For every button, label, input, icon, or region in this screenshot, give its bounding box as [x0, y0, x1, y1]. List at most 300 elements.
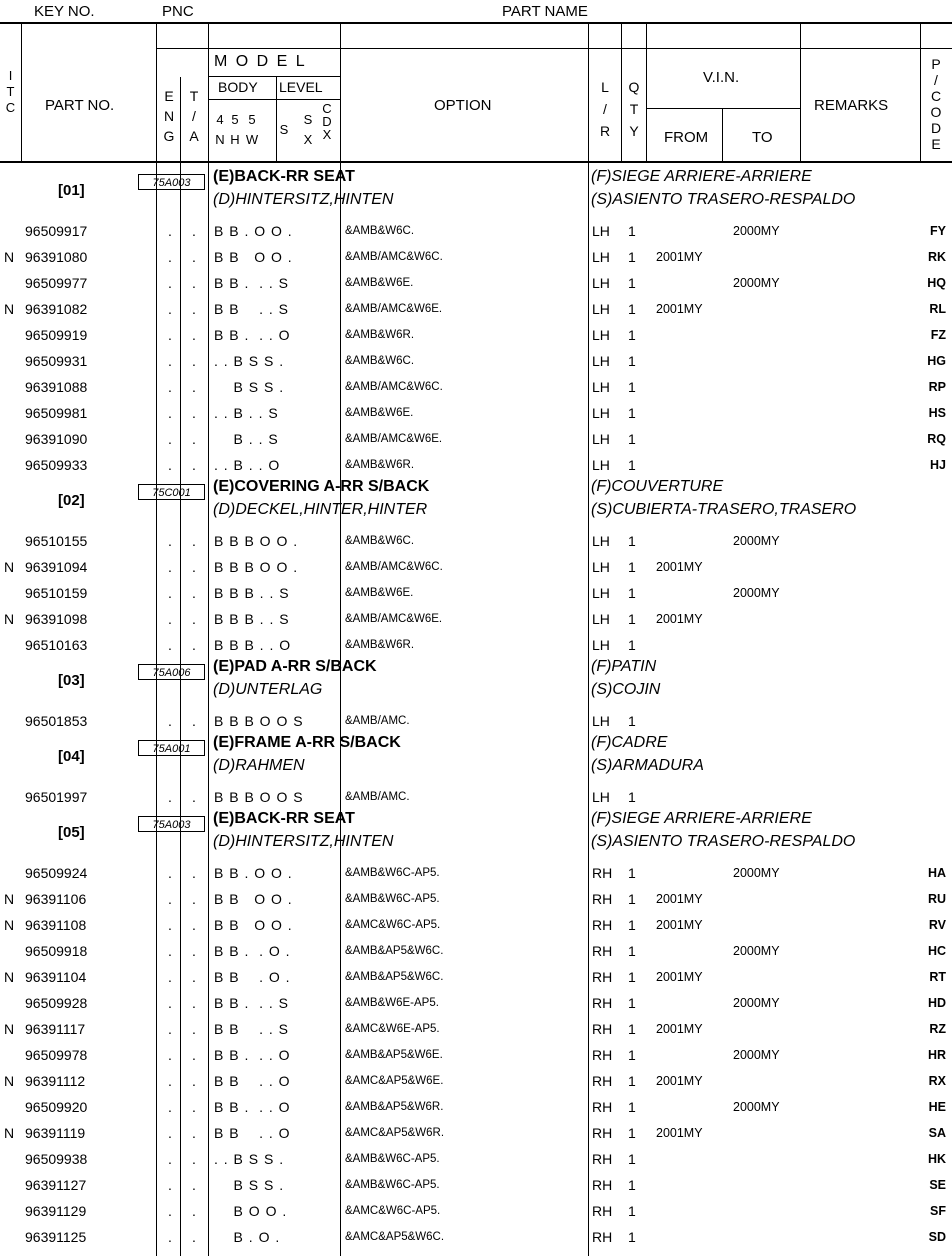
- qty-cell: 1: [628, 995, 636, 1011]
- table-row: [0, 348, 952, 374]
- vin-from-cell: 2001MY: [656, 612, 703, 626]
- lr-header: L / R: [599, 79, 611, 139]
- qty-cell: 1: [628, 301, 636, 317]
- part-no-header: PART NO.: [45, 97, 115, 114]
- pcode-cell: RL: [929, 302, 946, 316]
- eng-dot: .: [168, 789, 172, 805]
- itc-cell: N: [4, 1073, 15, 1089]
- vin-to-cell: 2000MY: [733, 866, 780, 880]
- remarks-header: REMARKS: [814, 97, 889, 114]
- lr-cell: LH: [592, 353, 610, 369]
- part-number-cell: 96509931: [25, 353, 88, 369]
- model-cell: B S S .: [214, 379, 285, 395]
- model-cell: B B B O O S: [214, 789, 304, 805]
- model-cell: B B . . S: [214, 1021, 290, 1037]
- vin-to-cell: 2000MY: [733, 534, 780, 548]
- vin-from-header: FROM: [664, 129, 709, 146]
- option-cell: &AMB&AP5&W6R.: [345, 1101, 444, 1113]
- qty-cell: 1: [628, 1021, 636, 1037]
- lr-cell: RH: [592, 1073, 613, 1089]
- group-pnc: 75A003: [138, 174, 205, 190]
- qty-cell: 1: [628, 559, 636, 575]
- vin-to-cell: 2000MY: [733, 996, 780, 1010]
- lr-cell: LH: [592, 559, 610, 575]
- pcode-cell: HS: [928, 406, 946, 420]
- model-cell: B B B O O .: [214, 559, 299, 575]
- group-name-en: (E)COVERING A-RR S/BACK: [213, 478, 430, 495]
- eng-dot: .: [168, 223, 172, 239]
- vin-to-cell: 2000MY: [733, 224, 780, 238]
- table-row: [0, 990, 952, 1016]
- option-cell: &AMB&W6E.: [345, 277, 414, 289]
- part-number-cell: 96391127: [25, 1177, 87, 1193]
- pcode-cell: HJ: [930, 458, 946, 472]
- eng-dot: .: [168, 559, 172, 575]
- part-number-cell: 96509938: [25, 1151, 88, 1167]
- eng-dot: .: [168, 1099, 172, 1115]
- lr-cell: LH: [592, 223, 610, 239]
- lr-cell: LH: [592, 301, 610, 317]
- group-key: [05]: [58, 824, 85, 841]
- part-number-cell: 96509918: [25, 943, 88, 959]
- pcode-cell: HE: [928, 1100, 946, 1114]
- option-cell: &AMB&W6E-AP5.: [345, 997, 439, 1009]
- ta-dot: .: [192, 223, 196, 239]
- itc-cell: N: [4, 969, 15, 985]
- model-cell: B B O O .: [214, 249, 293, 265]
- option-cell: &AMB&W6C-AP5.: [345, 867, 440, 879]
- vin-from-cell: 2001MY: [656, 1126, 703, 1140]
- level-col-s: S: [279, 122, 289, 137]
- vin-from-cell: 2001MY: [656, 918, 703, 932]
- group-name-fr: (F)SIEGE ARRIERE-ARRIERE: [591, 810, 812, 827]
- group-name-en: (E)PAD A-RR S/BACK: [213, 658, 377, 675]
- group-name-fr: (F)SIEGE ARRIERE-ARRIERE: [591, 168, 812, 185]
- model-cell: B O O .: [214, 1203, 288, 1219]
- table-row: [0, 554, 952, 580]
- lr-cell: RH: [592, 1125, 613, 1141]
- group-name-en: (E)BACK-RR SEAT: [213, 168, 355, 185]
- group-pnc: 75A001: [138, 740, 205, 756]
- model-cell: . . B . . O: [214, 457, 281, 473]
- qty-cell: 1: [628, 1151, 636, 1167]
- option-cell: &AMB/AMC&W6E.: [345, 433, 443, 445]
- eng-dot: .: [168, 969, 172, 985]
- group-name-de: (D)DECKEL,HINTER,HINTER: [213, 501, 428, 518]
- table-row: [0, 912, 952, 938]
- option-cell: &AMB&W6R.: [345, 459, 415, 471]
- pcode-cell: HR: [927, 1048, 946, 1062]
- option-cell: &AMB&W6C-AP5.: [345, 1179, 440, 1191]
- option-cell: &AMC&AP5&W6C.: [345, 1231, 445, 1243]
- model-cell: B B . O O .: [214, 865, 293, 881]
- ta-dot: .: [192, 559, 196, 575]
- part-number-cell: 96391119: [25, 1125, 86, 1141]
- lr-cell: LH: [592, 533, 610, 549]
- eng-dot: .: [168, 431, 172, 447]
- pcode-cell: HG: [927, 354, 946, 368]
- vin-from-cell: 2001MY: [656, 1022, 703, 1036]
- ta-dot: .: [192, 327, 196, 343]
- table-row: [0, 1016, 952, 1042]
- eng-dot: .: [168, 865, 172, 881]
- key-no-header: KEY NO.: [34, 3, 95, 20]
- model-cell: B . . S: [214, 431, 279, 447]
- table-row: [0, 1146, 952, 1172]
- eng-dot: .: [168, 611, 172, 627]
- eng-dot: .: [168, 637, 172, 653]
- ta-dot: .: [192, 585, 196, 601]
- vin-to-cell: 2000MY: [733, 276, 780, 290]
- pcode-cell: FY: [930, 224, 946, 238]
- group-name-en: (E)FRAME A-RR S/BACK: [213, 734, 401, 751]
- eng-dot: .: [168, 457, 172, 473]
- eng-dot: .: [168, 353, 172, 369]
- group-name-de: (D)RAHMEN: [213, 757, 305, 774]
- ta-dot: .: [192, 1203, 196, 1219]
- level-header: LEVEL: [279, 79, 323, 95]
- part-number-cell: 96391112: [25, 1073, 86, 1089]
- table-row: [0, 528, 952, 554]
- part-number-cell: 96391104: [25, 969, 87, 985]
- ta-dot: .: [192, 637, 196, 653]
- qty-cell: 1: [628, 917, 636, 933]
- itc-cell: N: [4, 891, 15, 907]
- ta-dot: .: [192, 405, 196, 421]
- eng-dot: .: [168, 1021, 172, 1037]
- lr-cell: LH: [592, 713, 610, 729]
- body-col-5w: 5 W: [245, 112, 259, 147]
- part-number-cell: 96391082: [25, 301, 88, 317]
- level-col-sx: S X: [303, 112, 313, 147]
- ta-dot: .: [192, 1229, 196, 1245]
- group-key: [01]: [58, 182, 85, 199]
- model-cell: . . B S S .: [214, 353, 285, 369]
- option-cell: &AMB&W6R.: [345, 329, 415, 341]
- part-number-cell: 96509933: [25, 457, 88, 473]
- qty-cell: 1: [628, 943, 636, 959]
- lr-cell: LH: [592, 379, 610, 395]
- table-row: [0, 938, 952, 964]
- table-row: [0, 1198, 952, 1224]
- ta-dot: .: [192, 917, 196, 933]
- eng-dot: .: [168, 533, 172, 549]
- table-row: [0, 1224, 952, 1250]
- body-col-5h: 5 H: [230, 112, 240, 147]
- table-row: [0, 426, 952, 452]
- ta-dot: .: [192, 1151, 196, 1167]
- eng-dot: .: [168, 713, 172, 729]
- option-cell: &AMC&W6C-AP5.: [345, 1205, 441, 1217]
- option-cell: &AMB&W6C.: [345, 355, 415, 367]
- ta-dot: .: [192, 1021, 196, 1037]
- lr-cell: LH: [592, 327, 610, 343]
- table-row: [0, 580, 952, 606]
- part-number-cell: 96509928: [25, 995, 88, 1011]
- vin-to-cell: 2000MY: [733, 944, 780, 958]
- option-cell: &AMB/AMC.: [345, 715, 410, 727]
- ta-dot: .: [192, 891, 196, 907]
- qty-cell: 1: [628, 1229, 636, 1245]
- model-cell: B B B . . S: [214, 585, 290, 601]
- model-cell: B B B . . O: [214, 637, 292, 653]
- option-cell: &AMB&AP5&W6C.: [345, 971, 444, 983]
- part-name-header: PART NAME: [502, 3, 588, 20]
- lr-cell: RH: [592, 891, 613, 907]
- group-name-fr: (F)CADRE: [591, 734, 668, 751]
- option-cell: &AMB&W6C.: [345, 535, 415, 547]
- vin-from-cell: 2001MY: [656, 560, 703, 574]
- eng-dot: .: [168, 943, 172, 959]
- part-number-cell: 96501853: [25, 713, 88, 729]
- group-name-es: (S)COJIN: [591, 681, 661, 698]
- group-name-fr: (F)COUVERTURE: [591, 478, 724, 495]
- vin-from-cell: 2001MY: [656, 1074, 703, 1088]
- table-row: [0, 1094, 952, 1120]
- qty-cell: 1: [628, 533, 636, 549]
- part-number-cell: 96509920: [25, 1099, 88, 1115]
- table-row: [0, 1042, 952, 1068]
- ta-dot: .: [192, 1177, 196, 1193]
- group-name-es: (S)CUBIERTA-TRASERO,TRASERO: [591, 501, 857, 518]
- vin-from-cell: 2001MY: [656, 970, 703, 984]
- vin-header: V.I.N.: [703, 69, 740, 86]
- pcode-cell: RU: [927, 892, 946, 906]
- lr-cell: LH: [592, 405, 610, 421]
- pcode-cell: RV: [928, 918, 946, 932]
- ta-dot: .: [192, 789, 196, 805]
- lr-cell: RH: [592, 917, 613, 933]
- part-number-cell: 96509978: [25, 1047, 88, 1063]
- itc-cell: N: [4, 1125, 15, 1141]
- option-cell: &AMC&W6C-AP5.: [345, 919, 441, 931]
- eng-dot: .: [168, 917, 172, 933]
- option-cell: &AMB/AMC&W6C.: [345, 381, 443, 393]
- lr-cell: LH: [592, 275, 610, 291]
- part-number-cell: 96391090: [25, 431, 88, 447]
- option-cell: &AMB&W6E.: [345, 587, 414, 599]
- table-row: [0, 1068, 952, 1094]
- eng-dot: .: [168, 1229, 172, 1245]
- part-number-cell: 96509977: [25, 275, 88, 291]
- lr-cell: LH: [592, 637, 610, 653]
- qty-cell: 1: [628, 405, 636, 421]
- option-cell: &AMB&W6E.: [345, 407, 414, 419]
- qty-cell: 1: [628, 1177, 636, 1193]
- group-name-es: (S)ASIENTO TRASERO-RESPALDO: [591, 191, 856, 208]
- qty-cell: 1: [628, 1047, 636, 1063]
- option-cell: &AMC&AP5&W6R.: [345, 1127, 445, 1139]
- table-row: [0, 632, 952, 658]
- option-cell: &AMB&W6C-AP5.: [345, 893, 440, 905]
- qty-cell: 1: [628, 249, 636, 265]
- group-pnc: 75C001: [138, 484, 205, 500]
- qty-cell: 1: [628, 637, 636, 653]
- pcode-cell: RX: [928, 1074, 946, 1088]
- table-row: [0, 296, 952, 322]
- ta-dot: .: [192, 249, 196, 265]
- option-cell: &AMB&W6C.: [345, 225, 415, 237]
- pcode-cell: SA: [928, 1126, 946, 1140]
- eng-dot: .: [168, 275, 172, 291]
- pcode-cell: RT: [929, 970, 946, 984]
- lr-cell: RH: [592, 1047, 613, 1063]
- qty-cell: 1: [628, 969, 636, 985]
- group-key: [04]: [58, 748, 85, 765]
- ta-dot: .: [192, 275, 196, 291]
- option-cell: &AMB/AMC&W6E.: [345, 613, 443, 625]
- eng-header: E N G: [163, 88, 175, 144]
- ta-dot: .: [192, 1125, 196, 1141]
- eng-dot: .: [168, 995, 172, 1011]
- qty-cell: 1: [628, 1125, 636, 1141]
- model-cell: B B . . . S: [214, 995, 290, 1011]
- ta-dot: .: [192, 943, 196, 959]
- qty-cell: 1: [628, 457, 636, 473]
- model-cell: B B . . O .: [214, 943, 291, 959]
- group-header: [0, 658, 952, 706]
- table-row: [0, 860, 952, 886]
- group-header: [0, 168, 952, 216]
- group-header: [0, 478, 952, 526]
- part-number-cell: 96391117: [25, 1021, 86, 1037]
- ta-dot: .: [192, 865, 196, 881]
- model-cell: B B B . . S: [214, 611, 290, 627]
- group-name-de: (D)UNTERLAG: [213, 681, 323, 698]
- itc-cell: N: [4, 559, 15, 575]
- eng-dot: .: [168, 249, 172, 265]
- group-name-es: (S)ASIENTO TRASERO-RESPALDO: [591, 833, 856, 850]
- lr-cell: RH: [592, 1229, 613, 1245]
- model-cell: B B . . . O: [214, 1099, 291, 1115]
- pcode-cell: RP: [928, 380, 946, 394]
- eng-dot: .: [168, 1073, 172, 1089]
- eng-dot: .: [168, 1177, 172, 1193]
- lr-cell: LH: [592, 431, 610, 447]
- lr-cell: RH: [592, 969, 613, 985]
- part-number-cell: 96391129: [25, 1203, 87, 1219]
- qty-cell: 1: [628, 275, 636, 291]
- group-pnc: 75A006: [138, 664, 205, 680]
- group-key: [03]: [58, 672, 85, 689]
- part-number-cell: 96391094: [25, 559, 88, 575]
- eng-dot: .: [168, 327, 172, 343]
- table-row: [0, 400, 952, 426]
- ta-dot: .: [192, 379, 196, 395]
- model-cell: B B O O .: [214, 891, 293, 907]
- qty-cell: 1: [628, 431, 636, 447]
- model-cell: B B . O .: [214, 969, 291, 985]
- qty-cell: 1: [628, 585, 636, 601]
- part-number-cell: 96509917: [25, 223, 88, 239]
- model-cell: . . B S S .: [214, 1151, 285, 1167]
- vin-from-cell: 2001MY: [656, 302, 703, 316]
- group-name-en: (E)BACK-RR SEAT: [213, 810, 355, 827]
- part-number-cell: 96509919: [25, 327, 88, 343]
- vin-to-cell: 2000MY: [733, 586, 780, 600]
- pcode-cell: SE: [929, 1178, 946, 1192]
- qty-cell: 1: [628, 891, 636, 907]
- model-cell: B B . . . S: [214, 275, 290, 291]
- itc-header: I T C: [5, 68, 16, 115]
- option-cell: &AMB/AMC&W6E.: [345, 303, 443, 315]
- ta-dot: .: [192, 431, 196, 447]
- pcode-cell: RQ: [927, 432, 946, 446]
- group-name-es: (S)ARMADURA: [591, 757, 704, 774]
- group-header: [0, 810, 952, 858]
- qty-cell: 1: [628, 327, 636, 343]
- itc-cell: N: [4, 917, 15, 933]
- column-header: [0, 22, 952, 163]
- model-header: M O D E L: [214, 53, 307, 70]
- option-cell: &AMB&W6R.: [345, 639, 415, 651]
- pnc-header: PNC: [162, 3, 194, 20]
- lr-cell: RH: [592, 1099, 613, 1115]
- lr-cell: LH: [592, 249, 610, 265]
- option-cell: &AMC&W6E-AP5.: [345, 1023, 440, 1035]
- pcode-cell: HD: [927, 996, 946, 1010]
- itc-cell: N: [4, 301, 15, 317]
- ta-dot: .: [192, 1047, 196, 1063]
- table-row: [0, 452, 952, 478]
- qty-cell: 1: [628, 1203, 636, 1219]
- lr-cell: RH: [592, 1021, 613, 1037]
- model-cell: B B . O O .: [214, 223, 293, 239]
- group-name-de: (D)HINTERSITZ,HINTEN: [213, 191, 394, 208]
- pcode-cell: HA: [927, 866, 946, 880]
- ta-dot: .: [192, 1073, 196, 1089]
- part-number-cell: 96391125: [25, 1229, 87, 1245]
- qty-cell: 1: [628, 223, 636, 239]
- part-number-cell: 96391106: [25, 891, 87, 907]
- eng-dot: .: [168, 1047, 172, 1063]
- option-cell: &AMC&AP5&W6E.: [345, 1075, 444, 1087]
- option-cell: &AMB&W6C-AP5.: [345, 1153, 440, 1165]
- eng-dot: .: [168, 379, 172, 395]
- group-pnc: 75A003: [138, 816, 205, 832]
- ta-dot: .: [192, 969, 196, 985]
- table-row: [0, 244, 952, 270]
- ta-dot: .: [192, 713, 196, 729]
- table-row: [0, 964, 952, 990]
- eng-dot: .: [168, 301, 172, 317]
- pcode-cell: SF: [930, 1204, 946, 1218]
- eng-dot: .: [168, 1151, 172, 1167]
- table-row: [0, 606, 952, 632]
- lr-cell: RH: [592, 995, 613, 1011]
- qty-cell: 1: [628, 789, 636, 805]
- ta-dot: .: [192, 301, 196, 317]
- level-col-cdx: C D X: [322, 101, 332, 142]
- qty-cell: 1: [628, 353, 636, 369]
- lr-cell: LH: [592, 611, 610, 627]
- lr-cell: LH: [592, 789, 610, 805]
- ta-dot: .: [192, 995, 196, 1011]
- ta-dot: .: [192, 1099, 196, 1115]
- pcode-cell: RK: [927, 250, 946, 264]
- table-row: [0, 270, 952, 296]
- lr-cell: LH: [592, 585, 610, 601]
- pcode-cell: SD: [928, 1230, 946, 1244]
- pcode-cell: HK: [927, 1152, 946, 1166]
- option-cell: &AMB/AMC&W6C.: [345, 251, 443, 263]
- part-number-cell: 96509981: [25, 405, 88, 421]
- model-cell: B B B O O S: [214, 713, 304, 729]
- vin-to-header: TO: [752, 129, 773, 146]
- eng-dot: .: [168, 585, 172, 601]
- model-cell: B B . . S: [214, 301, 290, 317]
- body-col-4n: 4 N: [215, 112, 225, 147]
